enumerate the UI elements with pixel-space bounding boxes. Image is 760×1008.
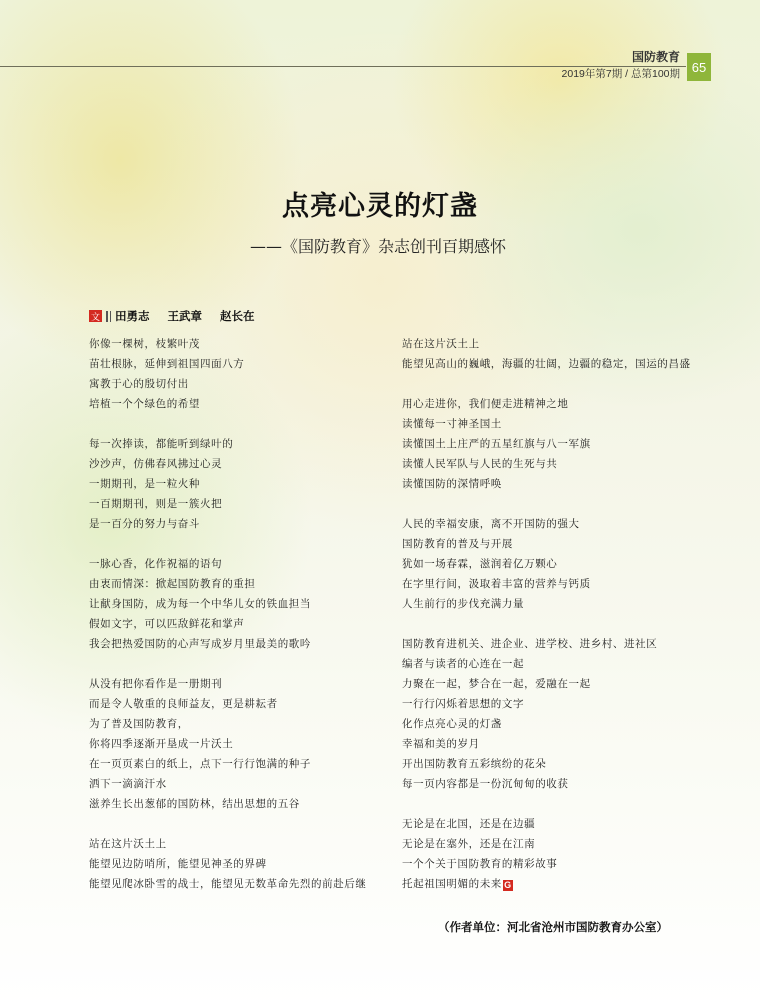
poem-line-text: 用心走进你，我们便走进精神之地	[402, 398, 569, 410]
poem-line-text: 站在这片沃土上	[89, 838, 167, 850]
poem-line	[402, 474, 691, 494]
poem-line	[402, 874, 691, 894]
poem-line-text: 滋养生长出葱郁的国防林，结出思想的五谷	[89, 798, 300, 810]
poem-line-text: 国防教育进机关、进企业、进学校、进乡村、进社区	[402, 638, 658, 650]
poem-line-text: 苗壮根脉，延伸到祖国四面八方	[89, 358, 245, 370]
journal-name: 国防教育	[631, 50, 680, 64]
poem-line-text: 一行行闪烁着思想的文字	[402, 698, 525, 710]
poem-line-text: 一脉心香，化作祝福的语句	[89, 558, 223, 570]
poem-line	[402, 574, 691, 594]
poem-line	[89, 394, 367, 414]
poem-line	[402, 774, 691, 794]
poem-line-text: 编者与读者的心连在一起	[402, 658, 525, 670]
poem-line	[89, 854, 367, 874]
poem-line	[89, 634, 367, 654]
poem-line	[89, 494, 367, 514]
byline-divider-thin	[110, 311, 111, 322]
running-header	[562, 50, 680, 81]
poem-line-text: 读懂每一寸神圣国土	[402, 418, 502, 430]
poem-line-text: 洒下一滴滴汗水	[89, 778, 167, 790]
article-subtitle: ——《国防教育》杂志创刊百期感怀	[250, 237, 507, 256]
poem-line-text: 你像一棵树，枝繁叶茂	[89, 338, 200, 350]
poem-line-text: 一百期期刊，则是一簇火把	[89, 498, 223, 510]
byline	[89, 308, 269, 324]
poem-line-text: 无论是在北国，还是在边疆	[402, 818, 536, 830]
poem-line	[89, 734, 367, 754]
poem-line-text: 能望见边防哨所，能望见神圣的界碑	[89, 858, 267, 870]
author-unit: （作者单位：河北省沧州市国防教育办公室）	[438, 920, 668, 934]
poem-line-text: 力聚在一起，梦合在一起，爱融在一起	[402, 678, 591, 690]
poem-stanza	[402, 634, 691, 794]
article-title: 点亮心灵的灯盏	[282, 191, 478, 222]
poem-line-text: 读懂国土上庄严的五星红旗与八一军旗	[402, 438, 591, 450]
poem-stanza	[89, 554, 367, 654]
poem-line	[402, 414, 691, 434]
poem-column-left	[89, 334, 367, 894]
page-number: 65	[687, 53, 711, 81]
poem-line-text: 国防教育的普及与开展	[402, 538, 513, 550]
poem-stanza	[89, 674, 367, 814]
poem-line-text: 读懂人民军队与人民的生死与共	[402, 458, 558, 470]
poem-line-text: 由衷而情深：掀起国防教育的重担	[89, 578, 256, 590]
poem-line-text: 培植一个个绿色的希望	[89, 398, 200, 410]
poem-line-text: 一个个关于国防教育的精彩故事	[402, 858, 558, 870]
poem-line	[89, 374, 367, 394]
issue-info: 2019年第7期 / 总第100期	[561, 68, 680, 80]
poem-line-text: 开出国防教育五彩缤纷的花朵	[402, 758, 547, 770]
poem-line	[402, 594, 691, 614]
poem-line-text: 犹如一场春霖，滋润着亿万颗心	[402, 558, 558, 570]
poem-stanza	[402, 514, 691, 614]
poem-stanza	[402, 814, 691, 894]
poem-line-text: 你将四季逐渐开垦成一片沃土	[89, 738, 234, 750]
poem-line-text: 人民的幸福安康，离不开国防的强大	[402, 518, 580, 530]
poem-line-text: 人生前行的步伐充满力量	[402, 598, 525, 610]
poem-line	[402, 454, 691, 474]
poem-line-text: 是一百分的努力与奋斗	[89, 518, 200, 530]
poem-line-text: 读懂国防的深情呼唤	[402, 478, 502, 490]
poem-line	[402, 334, 691, 354]
poem-line	[402, 654, 691, 674]
author-name: 田勇志	[115, 309, 150, 323]
poem-line	[89, 674, 367, 694]
poem-line-text: 在一页页素白的纸上，点下一行行饱满的种子	[89, 758, 311, 770]
poem-line	[89, 874, 367, 894]
poem-stanza	[402, 394, 691, 494]
poem-line	[89, 614, 367, 634]
poem-line	[402, 694, 691, 714]
poem-line-text: 寓教于心的殷切付出	[89, 378, 189, 390]
poem-stanza	[89, 434, 367, 534]
poem-line-text: 从没有把你看作是一册期刊	[89, 678, 223, 690]
end-mark-icon: G	[504, 880, 512, 890]
poem-line	[89, 454, 367, 474]
poem-line	[402, 534, 691, 554]
poem-line-text: 站在这片沃土上	[402, 338, 480, 350]
poem-line	[402, 734, 691, 754]
poem-line	[402, 754, 691, 774]
poem-line	[89, 514, 367, 534]
poem-line	[89, 554, 367, 574]
poem-line-text: 无论是在塞外，还是在江南	[402, 838, 536, 850]
poem-line-text: 沙沙声，仿佛春风拂过心灵	[89, 458, 223, 470]
poem-line	[89, 714, 367, 734]
poem-line-text: 为了普及国防教育，	[89, 718, 189, 730]
poem-line	[402, 854, 691, 874]
poem-line	[89, 474, 367, 494]
poem-line	[89, 774, 367, 794]
poem-line-text: 一期期刊，是一粒火种	[89, 478, 200, 490]
poem-line	[402, 634, 691, 654]
poem-line	[89, 574, 367, 594]
poem-line-text: 我会把热爱国防的心声写成岁月里最美的歌吟	[89, 638, 311, 650]
poem-line	[89, 434, 367, 454]
poem-line-text: 每一次捧读，都能听到绿叶的	[89, 438, 234, 450]
poem-column-right	[402, 334, 691, 894]
poem-stanza	[89, 834, 367, 894]
byline-badge: 文	[89, 310, 102, 322]
poem-line	[402, 354, 691, 374]
poem-line-text: 托起祖国明媚的未来	[402, 878, 502, 890]
poem-line	[402, 554, 691, 574]
author-name: 王武章	[167, 309, 203, 323]
poem-line	[89, 694, 367, 714]
poem-line	[402, 514, 691, 534]
author-name: 赵长在	[220, 309, 255, 323]
poem-line	[402, 394, 691, 414]
poem-line	[89, 754, 367, 774]
poem-line	[402, 434, 691, 454]
poem-line-text: 而是令人敬重的良师益友，更是耕耘者	[89, 698, 278, 710]
poem-line-text: 化作点亮心灵的灯盏	[402, 718, 502, 730]
poem-line-text: 让献身国防，成为每一个中华儿女的铁血担当	[89, 598, 311, 610]
byline-divider	[106, 311, 108, 322]
poem-line	[89, 354, 367, 374]
poem-line	[402, 834, 691, 854]
poem-line-text: 每一页内容都是一份沉甸甸的收获	[402, 778, 569, 790]
poem-line	[89, 794, 367, 814]
poem-stanza	[89, 334, 367, 414]
poem-line	[89, 334, 367, 354]
poem-line	[402, 714, 691, 734]
author-list	[115, 308, 269, 324]
poem-line-text: 在字里行间，汲取着丰富的营养与钙质	[402, 578, 591, 590]
poem-stanza	[402, 334, 691, 374]
poem-line-text: 能望见高山的巍峨，海疆的壮阔，边疆的稳定，国运的昌盛	[402, 358, 691, 370]
poem-line	[89, 834, 367, 854]
poem-line-text: 幸福和美的岁月	[402, 738, 480, 750]
poem-line-text: 假如文字，可以匹敌鲜花和掌声	[89, 618, 245, 630]
poem-line	[402, 814, 691, 834]
poem-line-text: 能望见爬冰卧雪的战士，能望见无数革命先烈的前赴后继	[89, 878, 367, 890]
poem-line	[402, 674, 691, 694]
poem-line	[89, 594, 367, 614]
